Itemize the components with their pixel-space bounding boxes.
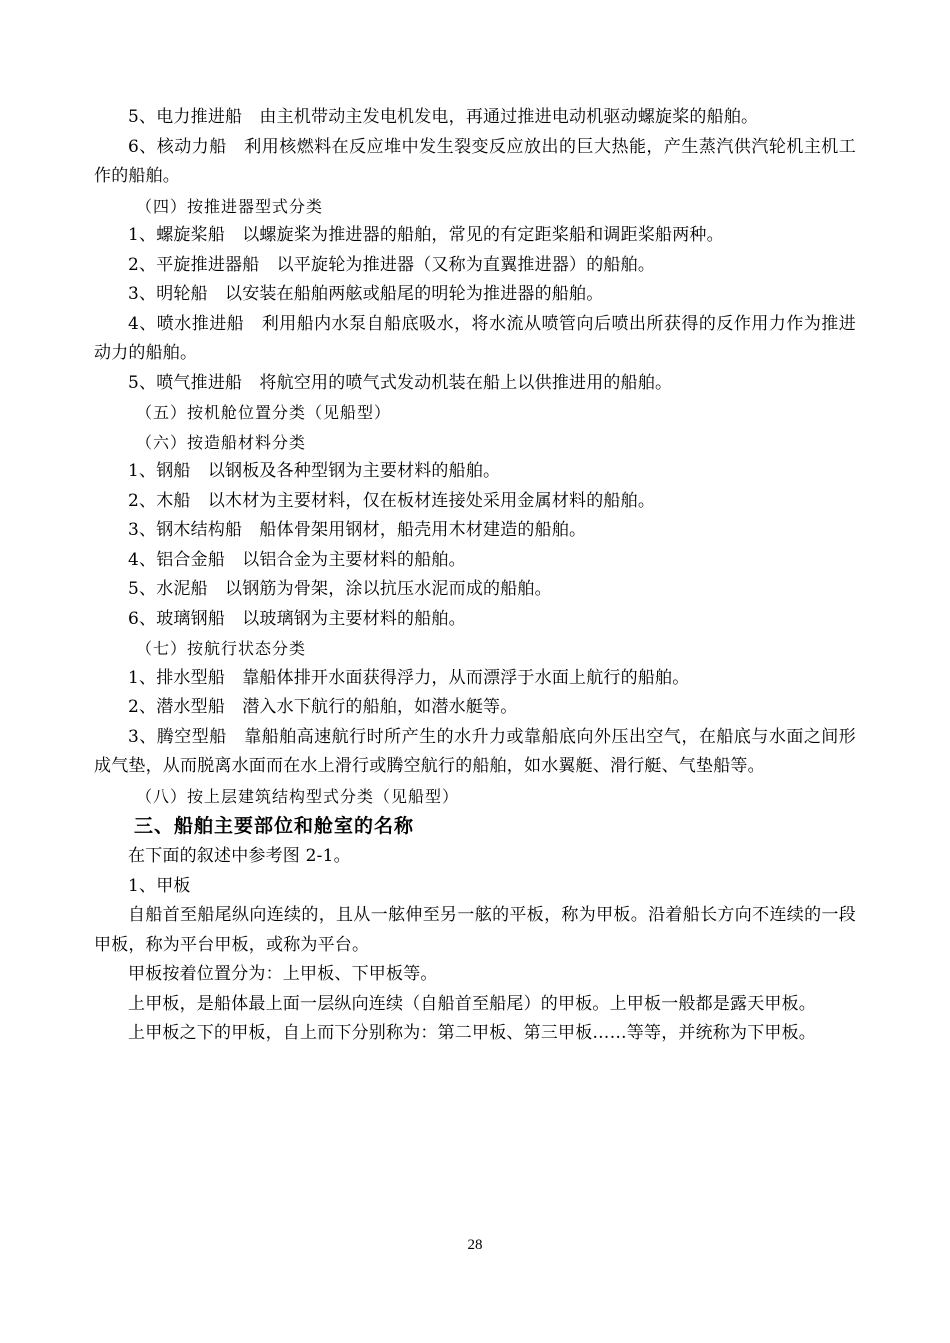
paragraph: 5、喷气推进船 将航空用的喷气式发动机装在船上以供推进用的船舶。 bbox=[128, 372, 673, 393]
paragraph: 1、螺旋桨船 以螺旋桨为推进器的船舶，常见的有定距桨船和调距桨船两种。 bbox=[128, 225, 724, 245]
subsection-heading: （八）按上层建筑结构型式分类（见船型） bbox=[136, 786, 460, 806]
paragraph: 6、核动力船 利用核燃料在反应堆中发生裂变反应放出的巨大热能，产生蒸汽供汽轮机主机工作的船舶。 bbox=[94, 136, 856, 186]
subsection-heading: （四）按推进器型式分类 bbox=[136, 196, 324, 216]
paragraph: 2、木船 以木材为主要材料，仅在板材连接处采用金属材料的船舶。 bbox=[128, 490, 656, 511]
subsection-heading: （七）按航行状态分类 bbox=[136, 639, 307, 658]
paragraph: 3、明轮船 以安装在船舶两舷或船尾的明轮为推进器的船舶。 bbox=[128, 284, 604, 304]
paragraph: 5、电力推进船 由主机带动主发电机发电，再通过推进电动机驱动螺旋桨的船舶。 bbox=[128, 107, 759, 127]
paragraph: 6、玻璃钢船 以玻璃钢为主要材料的船舶。 bbox=[128, 608, 466, 629]
paragraph: 上甲板，是船体最上面一层纵向连续（自船首至船尾）的甲板。上甲板一般都是露天甲板。 bbox=[128, 993, 816, 1014]
paragraph: 2、平旋推进器船 以平旋轮为推进器（又称为直翼推进器）的船舶。 bbox=[128, 254, 656, 275]
paragraph: 甲板按着位置分为：上甲板、下甲板等。 bbox=[128, 964, 438, 984]
paragraph: 3、腾空型船 靠船舶高速航行时所产生的水升力或靠船底向外压出空气，在船底与水面之间形成气垫，从而脱离水面而在水上滑行或腾空航行的船舶，如水翼艇、滑行艇、气垫船等。 bbox=[94, 726, 856, 776]
page-number: 28 bbox=[467, 1237, 483, 1253]
paragraph: 2、潜水型船 潜入水下航行的船舶，如潜水艇等。 bbox=[128, 697, 518, 717]
paragraph: 1、钢船 以钢板及各种型钢为主要材料的船舶。 bbox=[128, 461, 501, 481]
paragraph: 3、钢木结构船 船体骨架用钢材，船壳用木材建造的船舶。 bbox=[128, 520, 587, 540]
paragraph: 5、水泥船 以钢筋为骨架，涂以抗压水泥而成的船舶。 bbox=[128, 579, 552, 599]
paragraph: 4、喷水推进船 利用船内水泵自船底吸水，将水流从喷管向后喷出所获得的反作用力作为推进动力的船舶。 bbox=[94, 313, 856, 363]
paragraph: 在下面的叙述中参考图 2-1。 bbox=[128, 846, 351, 866]
section-heading: 三、船舶主要部位和舱室的名称 bbox=[134, 815, 415, 837]
paragraph: 1、甲板 bbox=[128, 875, 191, 896]
paragraph: 上甲板之下的甲板，自上而下分别称为：第二甲板、第三甲板……等等，并统称为下甲板。 bbox=[128, 1023, 816, 1043]
subsection-heading: （五）按机舱位置分类（见船型） bbox=[136, 403, 392, 422]
document-body bbox=[94, 103, 856, 1049]
subsection-heading: （六）按造船材料分类 bbox=[136, 432, 307, 452]
paragraph: 1、排水型船 靠船体排开水面获得浮力，从而漂浮于水面上航行的船舶。 bbox=[128, 667, 690, 688]
paragraph: 4、铝合金船 以铝合金为主要材料的船舶。 bbox=[128, 549, 466, 570]
paragraph: 自船首至船尾纵向连续的，且从一舷伸至另一舷的平板，称为甲板。沿着船长方向不连续的一段甲板，称为平台甲板，或称为平台。 bbox=[94, 905, 856, 955]
